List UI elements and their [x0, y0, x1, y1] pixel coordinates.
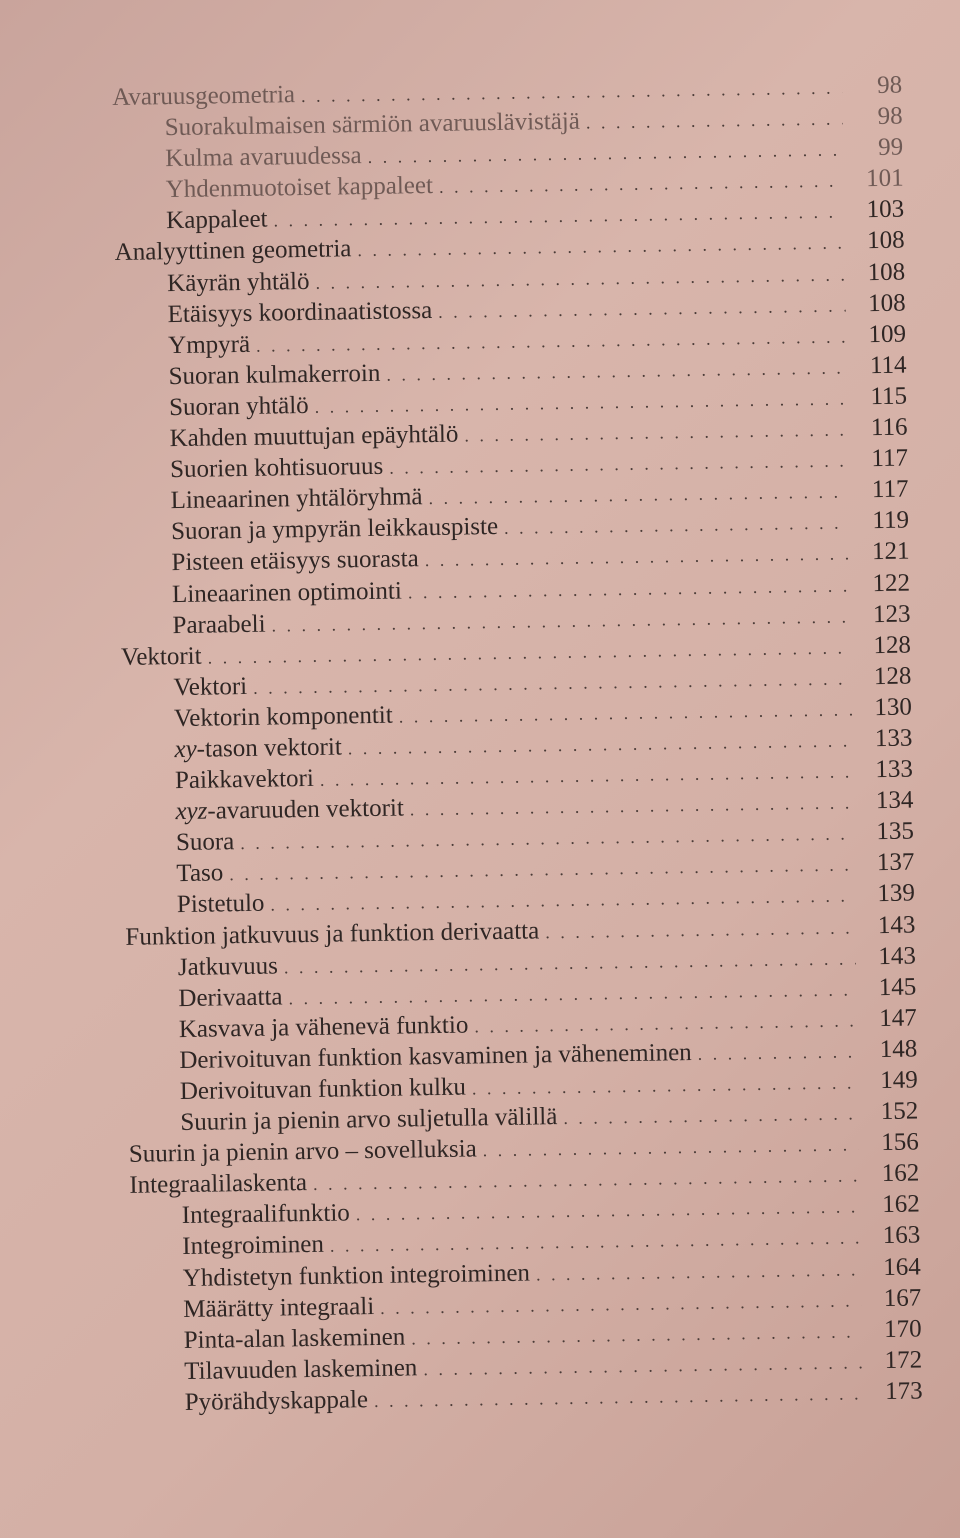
toc-entry-title: Yhdenmuotoiset kappaleet [165, 172, 434, 204]
toc-page-number: 134 [875, 786, 914, 815]
toc-entry-title: Suorien kohtisuoruus [169, 452, 384, 484]
toc-entry-title: Kahden muuttujan epäyhtälö [169, 420, 459, 453]
toc-entry-title: Yhdistetyn funktion integroiminen [182, 1259, 531, 1292]
toc-page-number: 116 [870, 413, 908, 442]
toc-entry-title: Suoran kulmakerroin [168, 359, 381, 390]
toc-entry-title: Etäisyys koordinaatistossa [167, 296, 433, 328]
toc-page-number: 122 [872, 569, 911, 597]
toc-entry-title: Kulma avaruudessa [165, 142, 362, 173]
toc-page-number: 114 [869, 351, 907, 379]
toc-entry-title: Jatkuvuus [177, 952, 279, 981]
toc-page-number: 139 [877, 879, 916, 908]
toc-page-number: 163 [882, 1221, 921, 1250]
toc-entry-title: Tilavuuden laskeminen [184, 1354, 418, 1385]
math-variable: xyz [175, 797, 208, 826]
toc-page-number: 101 [865, 164, 904, 193]
toc-entry-title: Pisteen etäisyys suorasta [171, 545, 419, 577]
toc-page-number: 143 [877, 911, 916, 939]
toc-entry-title: Integraalifunktio [181, 1199, 351, 1230]
toc-entry-title: Käyrän yhtälö [166, 267, 310, 297]
toc-entry-title: Suoran yhtälö [168, 391, 309, 422]
toc-page-number: 133 [874, 724, 913, 753]
toc-page-number: 149 [880, 1066, 918, 1095]
toc-page-number: 98 [877, 102, 903, 131]
toc-entry-title: Suorakulmaisen särmiön avaruuslävistäjä [164, 107, 581, 142]
toc-entry-title: Suurin ja pienin arvo suljetulla välillä [180, 1103, 558, 1137]
dot-leader [563, 1099, 858, 1135]
toc-entry-title: Vektori [173, 672, 248, 701]
toc-page-number: 128 [873, 631, 912, 659]
math-variable: xy [174, 735, 197, 764]
dot-leader [536, 1254, 861, 1290]
toc-page-number: 108 [867, 289, 906, 317]
toc-page-number: 108 [866, 227, 905, 255]
toc-page-number: 147 [879, 1004, 918, 1032]
toc-page-number: 98 [876, 71, 903, 99]
toc-page-number: 170 [883, 1315, 922, 1343]
toc-entry-title: Integroiminen [182, 1231, 325, 1261]
toc-entry-title: Määrätty integraali [183, 1292, 375, 1323]
toc-page-number: 145 [878, 973, 917, 1001]
toc-page-number: 128 [873, 662, 912, 690]
toc-entry-title: Derivaatta [178, 983, 283, 1012]
toc-entry-title: Derivoituvan funktion kasvaminen ja väheneminen [179, 1038, 692, 1074]
toc-page-number: 99 [877, 133, 904, 162]
toc-entry-title: Paikkavektori [174, 764, 315, 795]
toc-entry-title: Analyyttinen geometria [114, 235, 352, 267]
toc-entry-title: Pistetulo [176, 890, 265, 919]
toc-page-number: 152 [880, 1097, 919, 1126]
dot-leader [374, 1378, 863, 1417]
toc-entry-title: xy-tason vektorit [174, 733, 342, 764]
dot-leader [697, 1036, 857, 1070]
toc-entry-title: Suurin ja pienin arvo – sovelluksia [128, 1135, 477, 1169]
toc-page-number: 137 [876, 848, 915, 877]
toc-entry-title: Vektorin komponentit [173, 701, 393, 732]
toc-page-number: 108 [867, 258, 906, 286]
toc-page-number: 121 [871, 537, 910, 566]
toc-page-number: 103 [866, 195, 905, 224]
toc-entry-title: Paraabeli [172, 610, 266, 639]
toc-page-number: 119 [872, 506, 910, 535]
dot-leader [586, 104, 843, 139]
toc-entry-title: Taso [176, 859, 224, 888]
toc-page-number: 135 [876, 817, 915, 846]
toc-entry-title: Funktion jatkuvuus ja funktion derivaatta [125, 916, 540, 951]
toc-page-number: 173 [884, 1377, 923, 1405]
toc-entry-title: Avaruusgeometria [112, 81, 296, 111]
toc-entry-title: Ympyrä [167, 330, 251, 359]
toc-entry-title: Suora [175, 828, 235, 857]
toc-page-number: 148 [879, 1035, 918, 1063]
toc-page-number: 162 [881, 1159, 920, 1188]
toc-page-number: 156 [881, 1128, 919, 1157]
toc-page-number: 117 [871, 444, 909, 473]
dot-leader [545, 912, 856, 948]
toc-page-number: 130 [874, 693, 913, 721]
toc-page-number: 167 [883, 1284, 922, 1312]
toc-page-number: 164 [882, 1253, 921, 1281]
toc-page-number: 117 [871, 475, 909, 504]
toc-entry-title: Kappaleet [165, 205, 268, 235]
toc-entry-title: Lineaarinen optimointi [171, 577, 403, 608]
toc-page-number: 115 [870, 382, 908, 411]
toc-entry-title: Kasvava ja vähenevä funktio [178, 1011, 469, 1043]
toc-page-number: 172 [884, 1346, 923, 1374]
toc-entry-title: xyz-avaruuden vektorit [175, 794, 405, 826]
toc-entry-title: Integraalilaskenta [129, 1169, 308, 1200]
toc-entry-title: Pinta-alan laskeminen [183, 1323, 406, 1354]
toc-entry-title: Derivoituvan funktion kulku [179, 1073, 467, 1106]
toc-entry-title: Vektorit [120, 642, 202, 671]
toc-page-number: 109 [868, 320, 907, 348]
toc-page-number: 143 [878, 942, 917, 970]
toc-entry-title: Pyörähdyskappale [184, 1386, 369, 1416]
toc-entry-title: Lineaarinen yhtälöryhmä [170, 483, 423, 515]
table-of-contents [112, 70, 923, 1419]
toc-page-number: 123 [872, 600, 911, 628]
toc-entry-title: Suoran ja ympyrän leikkauspiste [170, 513, 499, 546]
toc-page-number: 133 [875, 755, 914, 784]
toc-page-number: 162 [882, 1190, 920, 1219]
